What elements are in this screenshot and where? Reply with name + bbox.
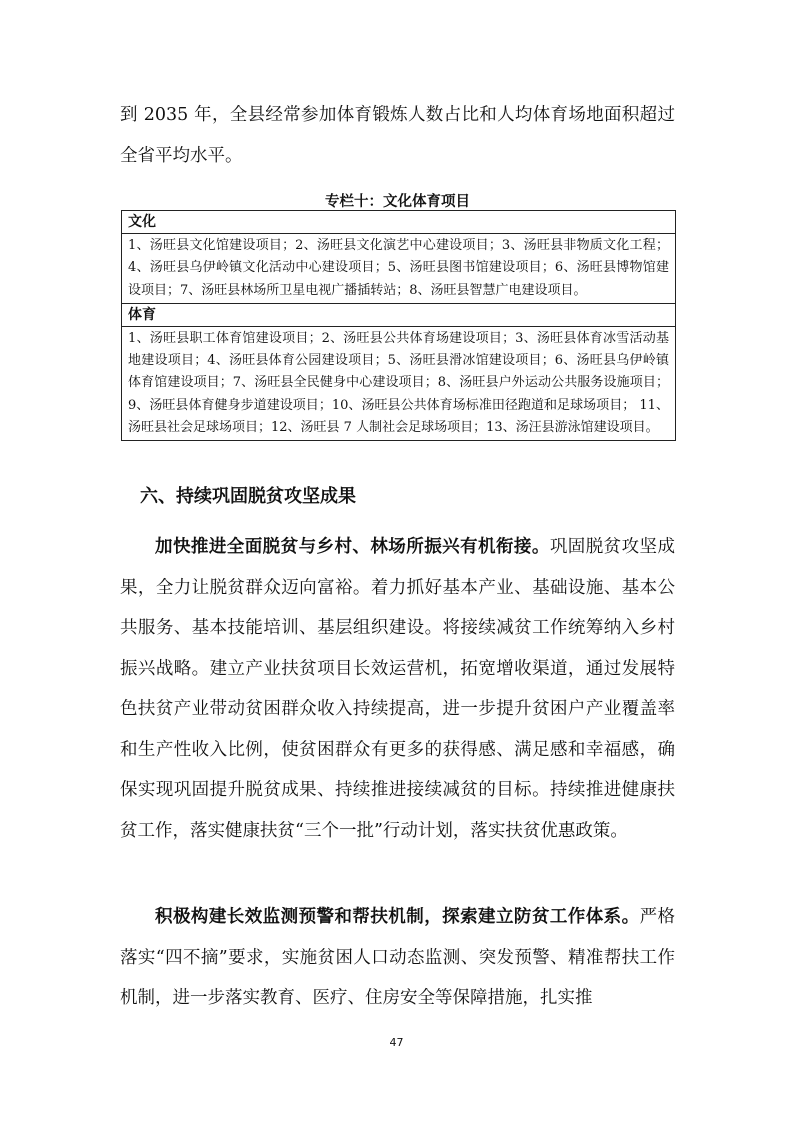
table-row [122,326,676,440]
table-row [122,234,676,304]
paragraph-text: 严格落实“四不摘”要求，实施贫困人口动态监测、突发预警、精准帮扶工作机制，进一步落实教育、医疗、住房安全等保障措施，扎实推 [120,907,676,1008]
intro-paragraph: 到 2035 年，全县经常参加体育锻炼人数占比和人均体育场地面积超过全省平均水平。 [120,105,675,166]
table-title: 专栏十：文化体育项目 [325,194,470,210]
body-paragraph [120,897,675,1019]
paragraph-lead: 加快推进全面脱贫与乡村、林场所振兴有机衔接。 [155,537,550,557]
project-table [121,210,676,441]
table-row [122,303,676,326]
table-row [122,211,676,234]
culture-projects: 1、汤旺县文化馆建设项目；2、汤旺县文化演艺中心建设项目；3、汤旺县非物质文化工程；4、汤旺县乌伊岭镇文化活动中心建设项目；5、汤旺县图书馆建设项目；6、汤旺县博物馆建设项目；7、汤旺县林场所卫星电视广播插转站；8、汤旺县智慧广电建设项目。 [122,234,676,304]
paragraph-text: 巩固脱贫攻坚成果，全力让脱贫群众迈向富裕。着力抓好基本产业、基础设施、基本公共服务、基本技能培训、基层组织建设。将接续减贫工作统筹纳入乡村振兴战略。建立产业扶贫项目长效运营机，拓宽增收渠道，通过发展特色扶贫产业带动贫困群众收入持续提高，进一步提升贫困户产业覆盖率和生产性收入比例，使贫困群众有更多的获得感、满足感和幸福感，确保实现巩固提升脱贫成果、持续推进接续减贫的目标。持续推进健康扶贫工作，落实健康扶贫“三个一批”行动计划，落实扶贫优惠政策。 [120,537,676,841]
page-number: 47 [389,1036,404,1049]
body-paragraph [120,527,675,851]
sports-projects: 1、汤旺县职工体育馆建设项目；2、汤旺县公共体育场建设项目；3、汤旺县体育冰雪活动基地建设项目；4、汤旺县体育公园建设项目；5、汤旺县滑冰馆建设项目；6、汤旺县乌伊岭镇体育馆建设项目；7、汤旺县全民健身中心建设项目；8、汤旺县户外运动公共服务设施项目；9、汤旺县体育健身步道建设项目；10、汤旺县公共体育场标准田径跑道和足球场项目； 11、汤旺县社会足球场项目；12、汤旺县 7 人制社会足球场项目；13、汤汪县游泳馆建设项目。 [122,326,676,440]
paragraph-lead: 积极构建长效监测预警和帮扶机制，探索建立防贫工作体系。 [155,907,640,927]
section-heading: 六、持续巩固脱贫攻坚成果 [140,486,356,507]
culture-header: 文化 [122,211,676,234]
sports-header: 体育 [122,303,676,326]
